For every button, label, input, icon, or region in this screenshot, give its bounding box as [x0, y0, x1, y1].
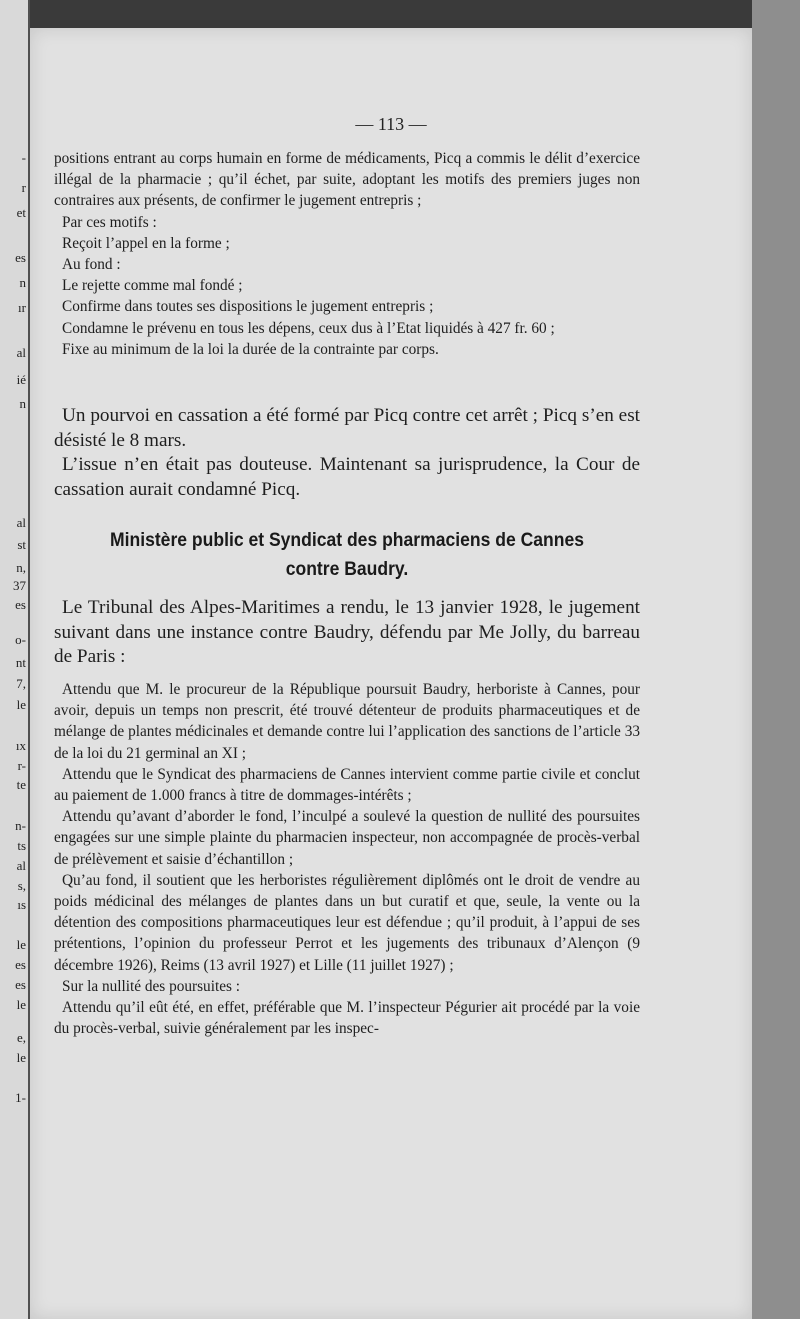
margin-fragment: te	[16, 777, 26, 792]
paragraph: Attendu que le Syndicat des pharmaciens de Cannes intervient comme partie civile et conclut au paiement de 1.000 francs à titre de dommages-intérêts ;	[54, 765, 640, 805]
margin-fragment: es	[15, 957, 26, 972]
margin-fragment: nt	[15, 655, 26, 670]
margin-fragment: le	[16, 1050, 26, 1065]
scan-background	[752, 0, 800, 1319]
text-block-commentary	[54, 404, 640, 502]
margin-fragment: 37	[13, 578, 26, 593]
margin-fragment: n,	[16, 560, 26, 575]
paragraph: Le Tribunal des Alpes-Maritimes a rendu, le 13 janvier 1928, le jugement suivant dans une instance contre Baudry, défendu par Me Jolly, du barreau de Paris :	[54, 597, 640, 667]
margin-fragment: al	[16, 515, 26, 530]
margin-fragment: ıs	[17, 897, 26, 912]
paragraph: Attendu que M. le procureur de la République poursuit Baudry, herboriste à Cannes, pour avoir, depuis un temps non prescrit, été trouvé détenteur de produits pharmaceutiques et de mélange de plantes médicinales et demande contre lui l’application des sanctions de l’article 33 de la loi du 21 germinal an XI ;	[54, 681, 640, 762]
paragraph: positions entrant au corps humain en forme de médicaments, Picq a commis le délit d’exercice illégal de la pharmacie ; qu’il échet, par suite, adoptant les motifs des premiers juges non contraires aux présents, de confirmer le jugement entrepris ;	[54, 150, 640, 210]
margin-fragment: le	[16, 697, 26, 712]
margin-fragment: le	[16, 997, 26, 1012]
margin-fragment: et	[16, 205, 26, 220]
page-number: — 113 —	[355, 114, 427, 134]
heading-line: contre Baudry.	[285, 558, 409, 580]
margin-fragment: r-	[17, 758, 26, 773]
margin-fragment: s,	[17, 878, 26, 893]
text-block-continuation	[54, 148, 640, 360]
text-block-judgment	[54, 679, 640, 1039]
margin-fragment: o-	[15, 632, 26, 647]
margin-fragment: ır	[18, 300, 26, 315]
margin-fragment: es	[15, 977, 26, 992]
margin-fragment: es	[15, 597, 26, 612]
paragraph: Qu’au fond, il soutient que les herboristes régulièrement diplômés ont le droit de vendre au poids médicinal des mélanges de plantes dans un but curatif et que, seule, la vente ou la détention des compositions pharmaceutiques leur est défendue ; qu’il produit, à l’appui de ses prétentions, l’opinion du professeur Perrot et les jugements des tribunaux d’Alençon (9 décembre 1926), Reims (13 avril 1927) et Lille (11 juillet 1927) ;	[54, 871, 640, 974]
margin-fragment: n	[19, 396, 26, 411]
paragraph: Le rejette comme mal fondé ;	[62, 277, 243, 295]
margin-fragment: r	[21, 180, 26, 195]
margin-fragment: n	[19, 275, 26, 290]
margin-fragment: al	[16, 858, 26, 873]
paragraph: Au fond :	[62, 256, 121, 274]
margin-fragment: 7,	[16, 676, 26, 691]
paragraph: Par ces motifs :	[62, 213, 157, 231]
paragraph: Reçoit l’appel en la forme ;	[62, 234, 230, 252]
paragraph: Attendu qu’avant d’aborder le fond, l’inculpé a soulevé la question de nullité des poursuites engagées sur une simple plainte du pharmacien inspecteur, non accompagnée de procès-verbal de prélèvement et saisie d’échantillon ;	[54, 808, 640, 868]
document-page	[30, 28, 752, 1319]
adjacent-page-edge	[0, 0, 30, 1319]
margin-fragment: ié	[16, 372, 26, 387]
margin-fragment: st	[17, 537, 26, 552]
margin-fragment: n-	[15, 818, 26, 833]
margin-fragment: e,	[16, 1030, 26, 1045]
paragraph: Condamne le prévenu en tous les dépens, ceux dus à l’Etat liquidés à 427 fr. 60 ;	[62, 319, 555, 337]
paragraph: L’issue n’en était pas douteuse. Maintenant sa jurisprudence, la Cour de cassation aurait condamné Picq.	[54, 454, 640, 500]
section-heading	[83, 526, 610, 584]
paragraph: Attendu qu’il eût été, en effet, préférable que M. l’inspecteur Pégurier ait procédé par la voie du procès-verbal, suivie généralement par les inspec-	[54, 999, 640, 1038]
margin-fragment: le	[16, 937, 26, 952]
paragraph: Sur la nullité des poursuites :	[62, 977, 241, 995]
margin-fragment: al	[16, 345, 26, 360]
margin-fragment: es	[15, 250, 26, 265]
margin-fragment: 1-	[15, 1090, 26, 1105]
margin-fragment: -	[21, 150, 26, 165]
margin-fragment: ts	[17, 838, 26, 853]
paragraph: Un pourvoi en cassation a été formé par Picq contre cet arrêt ; Picq s’en est désisté le 8 mars.	[54, 405, 640, 451]
text-block-intro	[54, 596, 640, 670]
heading-line: Ministère public et Syndicat des pharmaciens de Cannes	[109, 529, 584, 551]
paragraph: Confirme dans toutes ses dispositions le jugement entrepris ;	[62, 298, 434, 316]
margin-fragment: ıx	[15, 738, 26, 753]
paragraph: Fixe au minimum de la loi la durée de la contrainte par corps.	[62, 340, 439, 358]
